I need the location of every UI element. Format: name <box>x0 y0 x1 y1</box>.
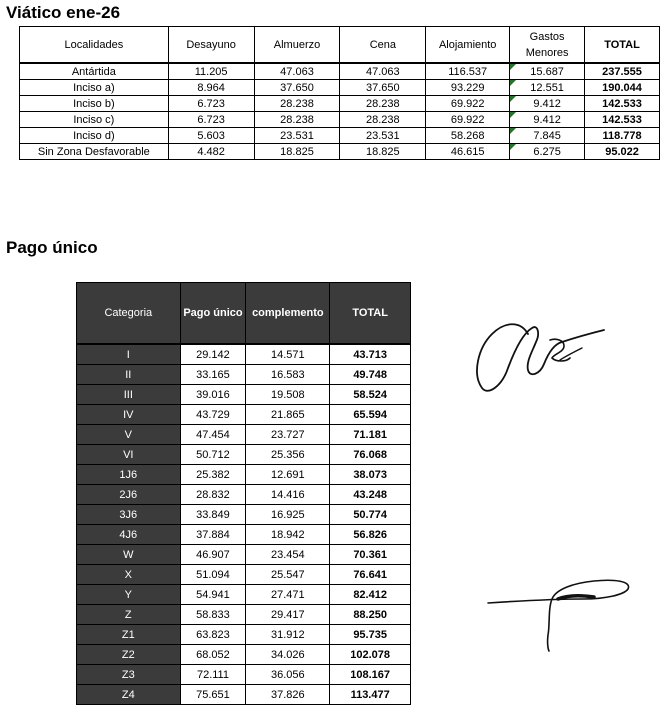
pago-value-cell: 31.912 <box>246 625 330 645</box>
viatico-value-cell: 237.555 <box>585 63 660 80</box>
viatico-header-cell <box>510 27 585 64</box>
pago-header-cell: complemento <box>246 283 330 345</box>
pago-category-cell: Z4 <box>77 685 181 705</box>
viatico-locality-cell: Antártida <box>20 63 169 80</box>
pago-category-cell: Z1 <box>77 625 181 645</box>
pago-value-cell: 28.832 <box>180 485 246 505</box>
pago-category-cell: VI <box>77 445 181 465</box>
viatico-header-cell: Almuerzo <box>254 27 340 64</box>
pago-header-cell: Categoria <box>77 283 181 345</box>
viatico-header-cell: Localidades <box>20 27 169 64</box>
viatico-header-cell: Cena <box>340 27 426 64</box>
pago-category-cell: X <box>77 565 181 585</box>
pago-value-cell: 29.417 <box>246 605 330 625</box>
pago-header-cell: Pago único <box>180 283 246 345</box>
viatico-value-cell: 4.482 <box>168 144 254 160</box>
pago-row <box>77 545 411 565</box>
pago-value-cell: 37.884 <box>180 525 246 545</box>
viatico-table <box>19 26 660 160</box>
pago-row <box>77 645 411 665</box>
viatico-value-cell: 15.687 <box>510 63 585 80</box>
pago-value-cell: 33.849 <box>180 505 246 525</box>
pago-value-cell: 95.735 <box>330 625 411 645</box>
pago-value-cell: 88.250 <box>330 605 411 625</box>
viatico-value-cell: 28.238 <box>340 96 426 112</box>
pago-value-cell: 58.524 <box>330 385 411 405</box>
viatico-row <box>20 144 660 160</box>
viatico-value-cell: 46.615 <box>426 144 510 160</box>
viatico-value-cell: 47.063 <box>254 63 340 80</box>
pago-row <box>77 525 411 545</box>
viatico-row <box>20 96 660 112</box>
pago-value-cell: 108.167 <box>330 665 411 685</box>
signature-2 <box>484 573 634 653</box>
viatico-value-cell: 58.268 <box>426 128 510 144</box>
viatico-value-cell: 23.531 <box>254 128 340 144</box>
pago-value-cell: 72.111 <box>180 665 246 685</box>
pago-category-cell: Z2 <box>77 645 181 665</box>
viatico-value-cell: 18.825 <box>340 144 426 160</box>
viatico-title: Viático ene-26 <box>6 3 121 22</box>
pago-value-cell: 58.833 <box>180 605 246 625</box>
viatico-header-cell: TOTAL <box>585 27 660 64</box>
pago-value-cell: 50.774 <box>330 505 411 525</box>
pago-value-cell: 54.941 <box>180 585 246 605</box>
viatico-value-cell: 37.650 <box>340 80 426 96</box>
viatico-header-cell: Desayuno <box>168 27 254 64</box>
viatico-value-cell: 116.537 <box>426 63 510 80</box>
pago-value-cell: 36.056 <box>246 665 330 685</box>
pago-value-cell: 76.641 <box>330 565 411 585</box>
pago-value-cell: 25.356 <box>246 445 330 465</box>
pago-value-cell: 25.382 <box>180 465 246 485</box>
viatico-value-cell: 7.845 <box>510 128 585 144</box>
pago-row <box>77 625 411 645</box>
pago-value-cell: 75.651 <box>180 685 246 705</box>
pago-value-cell: 34.026 <box>246 645 330 665</box>
pago-category-cell: 4J6 <box>77 525 181 545</box>
pago-unico-title: Pago único <box>6 238 98 257</box>
pago-category-cell: 3J6 <box>77 505 181 525</box>
pago-value-cell: 76.068 <box>330 445 411 465</box>
pago-value-cell: 70.361 <box>330 545 411 565</box>
viatico-locality-cell: Inciso c) <box>20 112 169 128</box>
viatico-header-row <box>20 27 660 64</box>
pago-value-cell: 43.248 <box>330 485 411 505</box>
pago-row <box>77 445 411 465</box>
viatico-locality-cell: Inciso d) <box>20 128 169 144</box>
viatico-value-cell: 18.825 <box>254 144 340 160</box>
pago-value-cell: 65.594 <box>330 405 411 425</box>
viatico-header-cell: Alojamiento <box>426 27 510 64</box>
pago-category-cell: III <box>77 385 181 405</box>
pago-value-cell: 82.412 <box>330 585 411 605</box>
pago-value-cell: 38.073 <box>330 465 411 485</box>
viatico-value-cell: 9.412 <box>510 112 585 128</box>
pago-category-cell: II <box>77 365 181 385</box>
pago-row <box>77 465 411 485</box>
pago-row <box>77 565 411 585</box>
viatico-locality-cell: Inciso a) <box>20 80 169 96</box>
viatico-value-cell: 142.533 <box>585 96 660 112</box>
pago-category-cell: Z3 <box>77 665 181 685</box>
viatico-value-cell: 28.238 <box>254 112 340 128</box>
pago-row <box>77 385 411 405</box>
pago-value-cell: 71.181 <box>330 425 411 445</box>
pago-row <box>77 505 411 525</box>
pago-header-row <box>77 283 411 345</box>
viatico-row <box>20 80 660 96</box>
pago-category-cell: Y <box>77 585 181 605</box>
pago-value-cell: 19.508 <box>246 385 330 405</box>
pago-value-cell: 37.826 <box>246 685 330 705</box>
pago-value-cell: 47.454 <box>180 425 246 445</box>
pago-value-cell: 50.712 <box>180 445 246 465</box>
viatico-value-cell: 118.778 <box>585 128 660 144</box>
pago-value-cell: 21.865 <box>246 405 330 425</box>
pago-value-cell: 27.471 <box>246 585 330 605</box>
viatico-value-cell: 6.723 <box>168 96 254 112</box>
pago-value-cell: 102.078 <box>330 645 411 665</box>
viatico-row <box>20 63 660 80</box>
viatico-value-cell: 47.063 <box>340 63 426 80</box>
viatico-value-cell: 142.533 <box>585 112 660 128</box>
pago-header-cell: TOTAL <box>330 283 411 345</box>
pago-value-cell: 56.826 <box>330 525 411 545</box>
pago-row <box>77 344 411 365</box>
viatico-row <box>20 112 660 128</box>
pago-category-cell: V <box>77 425 181 445</box>
viatico-value-cell: 93.229 <box>426 80 510 96</box>
pago-row <box>77 685 411 705</box>
viatico-value-cell: 37.650 <box>254 80 340 96</box>
viatico-row <box>20 128 660 144</box>
pago-row <box>77 425 411 445</box>
viatico-value-cell: 5.603 <box>168 128 254 144</box>
pago-category-cell: 2J6 <box>77 485 181 505</box>
viatico-value-cell: 28.238 <box>340 112 426 128</box>
pago-value-cell: 23.727 <box>246 425 330 445</box>
pago-value-cell: 43.729 <box>180 405 246 425</box>
pago-value-cell: 25.547 <box>246 565 330 585</box>
pago-value-cell: 14.571 <box>246 344 330 365</box>
pago-value-cell: 14.416 <box>246 485 330 505</box>
pago-value-cell: 49.748 <box>330 365 411 385</box>
pago-row <box>77 585 411 605</box>
viatico-value-cell: 190.044 <box>585 80 660 96</box>
viatico-value-cell: 95.022 <box>585 144 660 160</box>
pago-value-cell: 33.165 <box>180 365 246 385</box>
viatico-value-cell: 23.531 <box>340 128 426 144</box>
viatico-locality-cell: Sin Zona Desfavorable <box>20 144 169 160</box>
viatico-value-cell: 11.205 <box>168 63 254 80</box>
signature-1 <box>470 312 610 397</box>
pago-unico-table <box>76 282 411 705</box>
viatico-value-cell: 69.922 <box>426 112 510 128</box>
pago-value-cell: 113.477 <box>330 685 411 705</box>
pago-value-cell: 68.052 <box>180 645 246 665</box>
pago-value-cell: 39.016 <box>180 385 246 405</box>
pago-value-cell: 23.454 <box>246 545 330 565</box>
pago-category-cell: Z <box>77 605 181 625</box>
pago-category-cell: I <box>77 344 181 365</box>
pago-value-cell: 12.691 <box>246 465 330 485</box>
viatico-value-cell: 28.238 <box>254 96 340 112</box>
pago-row <box>77 365 411 385</box>
pago-row <box>77 665 411 685</box>
pago-row <box>77 605 411 625</box>
pago-category-cell: IV <box>77 405 181 425</box>
viatico-value-cell: 8.964 <box>168 80 254 96</box>
pago-value-cell: 43.713 <box>330 344 411 365</box>
viatico-value-cell: 6.723 <box>168 112 254 128</box>
pago-row <box>77 405 411 425</box>
viatico-header-text: Gastos Menores <box>525 30 569 59</box>
pago-value-cell: 46.907 <box>180 545 246 565</box>
viatico-value-cell: 12.551 <box>510 80 585 96</box>
pago-value-cell: 16.925 <box>246 505 330 525</box>
pago-category-cell: W <box>77 545 181 565</box>
pago-row <box>77 485 411 505</box>
viatico-value-cell: 69.922 <box>426 96 510 112</box>
pago-value-cell: 63.823 <box>180 625 246 645</box>
pago-category-cell: 1J6 <box>77 465 181 485</box>
viatico-value-cell: 6.275 <box>510 144 585 160</box>
pago-value-cell: 16.583 <box>246 365 330 385</box>
pago-value-cell: 29.142 <box>180 344 246 365</box>
viatico-locality-cell: Inciso b) <box>20 96 169 112</box>
pago-value-cell: 18.942 <box>246 525 330 545</box>
viatico-value-cell: 9.412 <box>510 96 585 112</box>
pago-value-cell: 51.094 <box>180 565 246 585</box>
